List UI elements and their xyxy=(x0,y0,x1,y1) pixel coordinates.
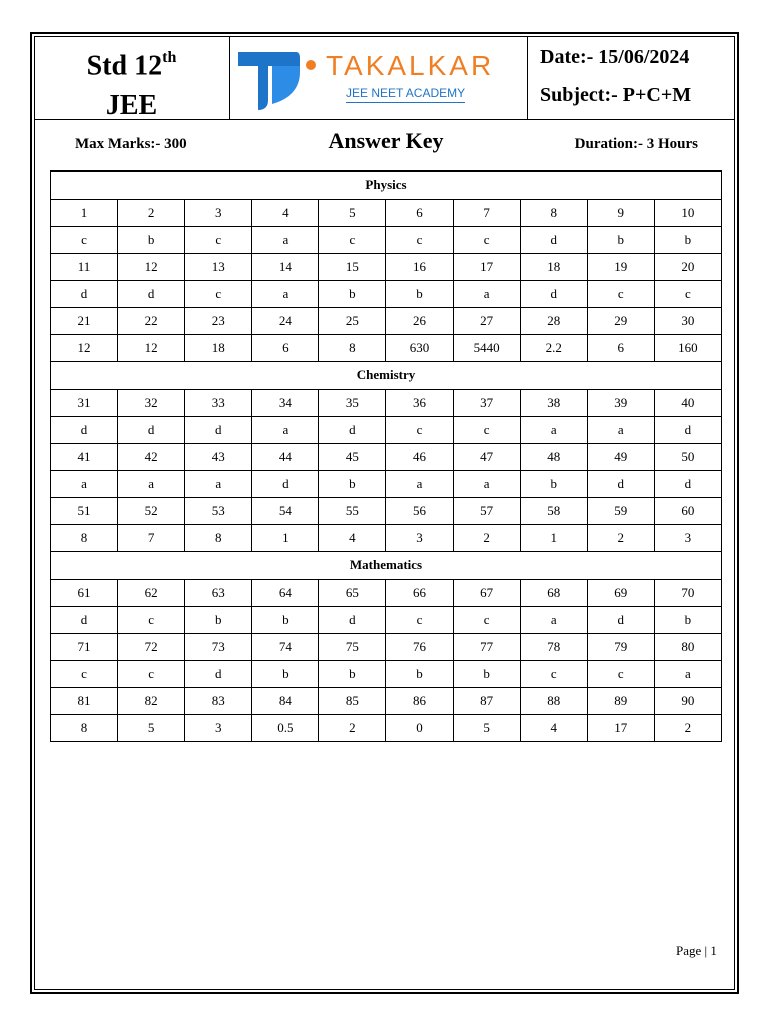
answer-cell: 4 xyxy=(319,524,386,551)
question-number-cell: 19 xyxy=(587,253,654,280)
answer-cell: a xyxy=(453,470,520,497)
question-number-cell: 32 xyxy=(118,389,185,416)
answer-cell: 2 xyxy=(319,714,386,741)
question-number-cell: 44 xyxy=(252,443,319,470)
question-number-cell: 50 xyxy=(654,443,721,470)
question-number-cell: 5 xyxy=(319,199,386,226)
answer-cell: a xyxy=(118,470,185,497)
answer-row xyxy=(51,280,722,307)
question-number-cell: 72 xyxy=(118,633,185,660)
answer-cell: 8 xyxy=(51,714,118,741)
page-title: Answer Key xyxy=(328,128,444,153)
question-number-cell: 9 xyxy=(587,199,654,226)
answer-cell: d xyxy=(185,416,252,443)
question-number-cell: 14 xyxy=(252,253,319,280)
answer-cell: b xyxy=(319,470,386,497)
question-number-cell: 82 xyxy=(118,687,185,714)
question-number-cell: 53 xyxy=(185,497,252,524)
answer-cell: 5440 xyxy=(453,334,520,361)
answer-cell: 3 xyxy=(386,524,453,551)
question-number-cell: 61 xyxy=(51,579,118,606)
answer-cell: d xyxy=(51,280,118,307)
question-number-cell: 7 xyxy=(453,199,520,226)
question-number-cell: 4 xyxy=(252,199,319,226)
answer-row xyxy=(51,714,722,741)
question-number-cell: 35 xyxy=(319,389,386,416)
answer-cell: 6 xyxy=(587,334,654,361)
question-number-cell: 30 xyxy=(654,307,721,334)
answer-cell: c xyxy=(587,280,654,307)
question-number-cell: 29 xyxy=(587,307,654,334)
document-header xyxy=(34,36,735,120)
answer-cell: 17 xyxy=(587,714,654,741)
answer-row xyxy=(51,524,722,551)
question-number-cell: 86 xyxy=(386,687,453,714)
answer-cell: 3 xyxy=(654,524,721,551)
answer-cell: c xyxy=(185,226,252,253)
question-number-cell: 57 xyxy=(453,497,520,524)
answer-cell: c xyxy=(386,226,453,253)
question-number-cell: 37 xyxy=(453,389,520,416)
question-number-cell: 17 xyxy=(453,253,520,280)
question-number-cell: 68 xyxy=(520,579,587,606)
question-number-cell: 36 xyxy=(386,389,453,416)
question-number-cell: 11 xyxy=(51,253,118,280)
std-sup: th xyxy=(162,49,177,66)
answer-cell: d xyxy=(51,606,118,633)
question-number-cell: 74 xyxy=(252,633,319,660)
question-number-cell: 21 xyxy=(51,307,118,334)
answer-cell: d xyxy=(185,660,252,687)
answer-cell: b xyxy=(252,606,319,633)
question-number-cell: 83 xyxy=(185,687,252,714)
question-number-cell: 28 xyxy=(520,307,587,334)
answer-cell: d xyxy=(654,470,721,497)
answer-cell: 630 xyxy=(386,334,453,361)
question-number-cell: 60 xyxy=(654,497,721,524)
question-number-cell: 47 xyxy=(453,443,520,470)
answer-cell: b xyxy=(319,660,386,687)
answer-cell: d xyxy=(252,470,319,497)
exam-subject: Subject:- P+C+M xyxy=(540,84,692,106)
answer-cell: a xyxy=(252,226,319,253)
question-number-cell: 12 xyxy=(118,253,185,280)
question-number-cell: 39 xyxy=(587,389,654,416)
page-number: Page | 1 xyxy=(676,943,717,958)
answer-cell: c xyxy=(118,660,185,687)
answer-cell: c xyxy=(185,280,252,307)
question-number-cell: 6 xyxy=(386,199,453,226)
answer-cell: b xyxy=(520,470,587,497)
answer-cell: d xyxy=(319,416,386,443)
answer-cell: b xyxy=(654,226,721,253)
question-number-cell: 80 xyxy=(654,633,721,660)
question-number-cell: 34 xyxy=(252,389,319,416)
question-number-row xyxy=(51,389,722,416)
subheader xyxy=(50,126,722,166)
answer-cell: 6 xyxy=(252,334,319,361)
question-number-cell: 55 xyxy=(319,497,386,524)
question-number-cell: 42 xyxy=(118,443,185,470)
question-number-cell: 54 xyxy=(252,497,319,524)
question-number-cell: 62 xyxy=(118,579,185,606)
answer-cell: d xyxy=(587,606,654,633)
question-number-row xyxy=(51,199,722,226)
question-number-cell: 23 xyxy=(185,307,252,334)
section-title: Physics xyxy=(51,171,722,199)
question-number-row xyxy=(51,253,722,280)
answer-row xyxy=(51,470,722,497)
answer-cell: b xyxy=(453,660,520,687)
logo-mark-icon xyxy=(238,52,302,110)
answer-cell: d xyxy=(51,416,118,443)
question-number-cell: 15 xyxy=(319,253,386,280)
question-number-cell: 45 xyxy=(319,443,386,470)
answer-cell: 2.2 xyxy=(520,334,587,361)
answer-cell: c xyxy=(654,280,721,307)
answer-cell: a xyxy=(520,606,587,633)
answer-cell: c xyxy=(453,226,520,253)
duration: Duration:- 3 Hours xyxy=(574,136,698,152)
question-number-cell: 73 xyxy=(185,633,252,660)
question-number-cell: 65 xyxy=(319,579,386,606)
question-number-cell: 38 xyxy=(520,389,587,416)
question-number-cell: 75 xyxy=(319,633,386,660)
question-number-cell: 18 xyxy=(520,253,587,280)
answer-row xyxy=(51,226,722,253)
answer-cell: c xyxy=(453,606,520,633)
answer-cell: 5 xyxy=(118,714,185,741)
answer-row xyxy=(51,416,722,443)
question-number-row xyxy=(51,579,722,606)
question-number-row xyxy=(51,307,722,334)
answer-cell: b xyxy=(587,226,654,253)
answer-cell: 2 xyxy=(654,714,721,741)
answer-cell: 8 xyxy=(185,524,252,551)
answer-cell: c xyxy=(453,416,520,443)
answer-cell: 160 xyxy=(654,334,721,361)
answer-cell: 8 xyxy=(51,524,118,551)
question-number-cell: 16 xyxy=(386,253,453,280)
question-number-cell: 8 xyxy=(520,199,587,226)
question-number-cell: 78 xyxy=(520,633,587,660)
question-number-cell: 41 xyxy=(51,443,118,470)
logo-dot-icon xyxy=(306,60,316,70)
question-number-cell: 87 xyxy=(453,687,520,714)
answer-cell: a xyxy=(51,470,118,497)
question-number-cell: 69 xyxy=(587,579,654,606)
answer-cell: 1 xyxy=(252,524,319,551)
answer-cell: 0.5 xyxy=(252,714,319,741)
answer-cell: c xyxy=(118,606,185,633)
answer-cell: 4 xyxy=(520,714,587,741)
exam-label: JEE xyxy=(105,90,158,122)
answer-cell: b xyxy=(386,660,453,687)
question-number-cell: 89 xyxy=(587,687,654,714)
answer-cell: 2 xyxy=(587,524,654,551)
question-number-row xyxy=(51,443,722,470)
question-number-cell: 71 xyxy=(51,633,118,660)
answer-cell: c xyxy=(51,660,118,687)
question-number-cell: 46 xyxy=(386,443,453,470)
answer-cell: a xyxy=(587,416,654,443)
question-number-cell: 66 xyxy=(386,579,453,606)
answer-cell: d xyxy=(118,416,185,443)
answer-cell: a xyxy=(252,416,319,443)
answer-row xyxy=(51,606,722,633)
academy-logo xyxy=(230,36,528,119)
section-title: Mathematics xyxy=(51,551,722,579)
answer-cell: c xyxy=(520,660,587,687)
answer-cell: d xyxy=(587,470,654,497)
answer-cell: a xyxy=(654,660,721,687)
question-number-cell: 3 xyxy=(185,199,252,226)
answer-cell: d xyxy=(319,606,386,633)
question-number-cell: 20 xyxy=(654,253,721,280)
std-label: Std 12th xyxy=(86,49,177,82)
question-number-cell: 81 xyxy=(51,687,118,714)
question-number-cell: 77 xyxy=(453,633,520,660)
question-number-cell: 52 xyxy=(118,497,185,524)
question-number-cell: 84 xyxy=(252,687,319,714)
section-header-row xyxy=(51,361,722,389)
question-number-cell: 26 xyxy=(386,307,453,334)
question-number-cell: 31 xyxy=(51,389,118,416)
answer-cell: c xyxy=(386,416,453,443)
answer-cell: a xyxy=(520,416,587,443)
answer-cell: 2 xyxy=(453,524,520,551)
question-number-row xyxy=(51,687,722,714)
answer-key-table xyxy=(50,170,722,742)
question-number-cell: 79 xyxy=(587,633,654,660)
question-number-cell: 48 xyxy=(520,443,587,470)
answer-cell: a xyxy=(252,280,319,307)
section-header-row xyxy=(51,171,722,199)
question-number-cell: 90 xyxy=(654,687,721,714)
answer-cell: 12 xyxy=(51,334,118,361)
question-number-cell: 2 xyxy=(118,199,185,226)
answer-cell: c xyxy=(386,606,453,633)
answer-cell: 5 xyxy=(453,714,520,741)
answer-cell: a xyxy=(185,470,252,497)
answer-cell: 0 xyxy=(386,714,453,741)
question-number-cell: 49 xyxy=(587,443,654,470)
question-number-cell: 10 xyxy=(654,199,721,226)
question-number-cell: 85 xyxy=(319,687,386,714)
question-number-cell: 33 xyxy=(185,389,252,416)
exam-info-cell xyxy=(528,36,735,119)
answer-row xyxy=(51,660,722,687)
question-number-cell: 59 xyxy=(587,497,654,524)
answer-cell: c xyxy=(587,660,654,687)
answer-cell: b xyxy=(118,226,185,253)
logo-name: TAKALKAR xyxy=(326,50,495,81)
answer-cell: a xyxy=(386,470,453,497)
question-number-cell: 56 xyxy=(386,497,453,524)
answer-cell: d xyxy=(118,280,185,307)
answer-cell: b xyxy=(319,280,386,307)
question-number-cell: 58 xyxy=(520,497,587,524)
answer-cell: 3 xyxy=(185,714,252,741)
question-number-cell: 1 xyxy=(51,199,118,226)
question-number-cell: 51 xyxy=(51,497,118,524)
question-number-cell: 67 xyxy=(453,579,520,606)
answer-cell: 8 xyxy=(319,334,386,361)
logo-subtitle: JEE NEET ACADEMY xyxy=(346,86,465,103)
question-number-cell: 40 xyxy=(654,389,721,416)
answer-cell: d xyxy=(654,416,721,443)
max-marks: Max Marks:- 300 xyxy=(75,136,187,152)
class-cell xyxy=(34,36,230,122)
question-number-cell: 24 xyxy=(252,307,319,334)
section-title: Chemistry xyxy=(51,361,722,389)
answer-cell: b xyxy=(185,606,252,633)
section-header-row xyxy=(51,551,722,579)
answer-cell: 12 xyxy=(118,334,185,361)
answer-cell: 1 xyxy=(520,524,587,551)
answer-cell: b xyxy=(654,606,721,633)
question-number-cell: 88 xyxy=(520,687,587,714)
answer-cell: d xyxy=(520,280,587,307)
question-number-cell: 63 xyxy=(185,579,252,606)
answer-row xyxy=(51,334,722,361)
answer-cell: 18 xyxy=(185,334,252,361)
answer-cell: b xyxy=(386,280,453,307)
question-number-row xyxy=(51,497,722,524)
answer-cell: d xyxy=(520,226,587,253)
answer-cell: c xyxy=(51,226,118,253)
exam-date: Date:- 15/06/2024 xyxy=(540,46,690,68)
question-number-cell: 70 xyxy=(654,579,721,606)
answer-cell: b xyxy=(252,660,319,687)
question-number-row xyxy=(51,633,722,660)
question-number-cell: 76 xyxy=(386,633,453,660)
answer-cell: c xyxy=(319,226,386,253)
question-number-cell: 27 xyxy=(453,307,520,334)
question-number-cell: 43 xyxy=(185,443,252,470)
question-number-cell: 22 xyxy=(118,307,185,334)
answer-cell: 7 xyxy=(118,524,185,551)
question-number-cell: 13 xyxy=(185,253,252,280)
answer-cell: a xyxy=(453,280,520,307)
question-number-cell: 64 xyxy=(252,579,319,606)
question-number-cell: 25 xyxy=(319,307,386,334)
